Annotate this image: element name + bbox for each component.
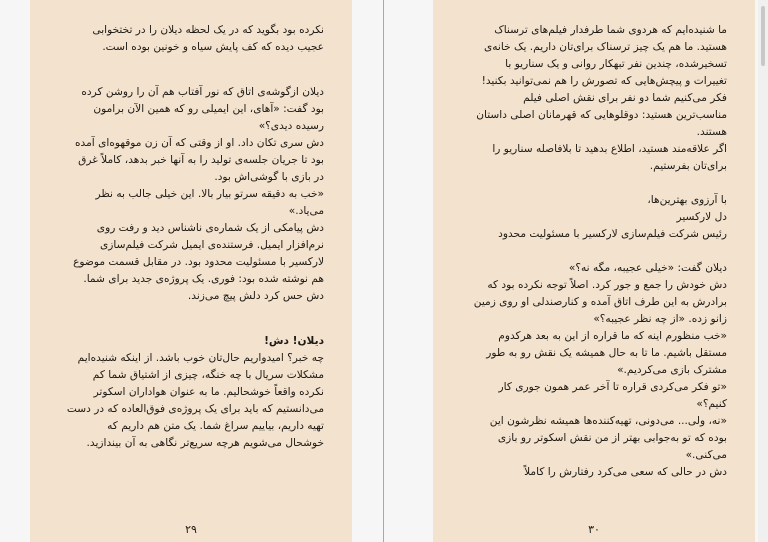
scrollbar-thumb[interactable]	[761, 6, 765, 66]
paragraph-gap	[469, 175, 727, 192]
page-text-right	[469, 22, 727, 481]
letter-closing: با آرزوی بهترین‌ها،	[647, 194, 727, 206]
right-paragraph: دش خودش را جمع و جور کرد. اصلاً توجه نکرده بود که برادرش به این طرف اتاق آمده و کنارصندلی او روی زمین زانو زده. «از چه نظر عجیبه؟»	[473, 279, 727, 325]
right-paragraph: دیلان گفت: «خیلی عجیبه، مگه نه؟»	[568, 262, 727, 274]
book-page-left	[30, 0, 352, 542]
book-page-right	[433, 0, 755, 542]
letter-signature-title: رئیس شرکت فیلم‌سازی لارکسیر با مسئولیت محدود	[498, 228, 727, 240]
right-paragraph: «نه، ولی... می‌دونی، تهیه‌کننده‌ها همیشه نظرشون این بوده که تو به‌جوابی بهتر از من نقش اسکوتر رو بازی می‌کنی.»	[489, 415, 727, 461]
left-paragraph: دش پیامکی از یک شماره‌ی ناشناس دید و رفت روی نرم‌افزار ایمیل. فرستنده‌ی ایمیل شرکت فیلم‌سازی لارکسیر با مسئولیت محدود بود. در مقابل قسمت موضوع هم نوشته شده بود: فوری. یک پروژه‌ی جدید برای شما. دش حس کرد دلش پیچ می‌زند.	[73, 222, 324, 302]
right-paragraph: اگر علاقه‌مند هستید، اطلاع بدهید تا بلافاصله سناریو را برای‌تان بفرستیم.	[492, 143, 727, 172]
paragraph-gap	[66, 305, 324, 333]
letter-signature: دل لارکسیر	[676, 211, 727, 223]
right-paragraph: دش در حالی که سعی می‌کرد رفتارش را کاملاً	[524, 466, 727, 478]
right-paragraph: «خب منظورم اینه که ما قراره از این به بعد هرکدوم مستقل باشیم. ما تا به حال همیشه یک نقش رو به طور مشترک بازی می‌کردیم.»	[486, 330, 727, 376]
left-paragraph: دش سری تکان داد. او از وقتی که آن زن موقهوه‌ای آمده بود تا جریان جلسه‌ی تولید را به آنها خبر بدهد، کاملاً غرق در بازی با گوشی‌اش بود.	[74, 137, 324, 183]
vertical-scrollbar[interactable]	[758, 0, 768, 542]
left-paragraph: چه خبر؟ امیدواریم حال‌تان خوب باشد. از اینکه شنیده‌ایم مشکلات سریال با چه خنگه، چیزی از اشتیاق شما کم نکرده واقعاً خوشحالیم. ما به عنوان هواداران اسکوتر می‌دانستیم که باید برای یک پروژه‌ی فوق‌العاده که در دست تهیه داریم، بیاییم سراغ شما. یک متن هم داریم که خوشحال می‌شویم هرچه سریع‌تر نگاهی به آن بیندازید.	[66, 352, 324, 449]
paragraph-gap	[469, 243, 727, 260]
page-divider	[383, 0, 384, 542]
paragraph-gap	[66, 56, 324, 84]
email-greeting: دیلان! دش!	[264, 335, 324, 347]
right-paragraph: «تو فکر می‌کردی قراره تا آخر عمر همون جوری کار کنیم؟»	[498, 381, 727, 410]
page-number-left: ۲۹	[185, 523, 197, 536]
left-paragraph: نکرده بود بگوید که در یک لحظه دیلان را در تختخوابی عجیب دیده که کف پایش سیاه و خونین بوده است.	[92, 24, 324, 53]
page-text-left	[66, 22, 324, 452]
page-number-right: ۳۰	[588, 523, 600, 536]
left-paragraph: «خب به دقیقه سرتو بیار بالا. این خیلی جالب به نظر می‌یاد.»	[95, 188, 324, 217]
right-paragraph: ما شنیده‌ایم که هردوی شما طرفدار فیلم‌های ترسناک هستید. ما هم یک چیز ترسناک برای‌تان داریم. یک خانه‌ی تسخیرشده، چندین نفر تبهکار روانی و یک سناریو با تغییرات و پیچش‌هایی که تصورش را هم نمی‌توانید بکنید! فکر می‌کنیم شما دو نفر برای نقش اصلی فیلم مناسب‌ترین هستید: دوقلوهایی که قهرمانان اصلی داستان هستند.	[476, 24, 727, 138]
left-paragraph: دیلان ازگوشه‌ی اتاق که نور آفتاب هم آن را روشن کرده بود گفت: «آهای، این ایمیلی رو که همین الآن برامون رسیده دیدی؟»	[81, 86, 324, 132]
